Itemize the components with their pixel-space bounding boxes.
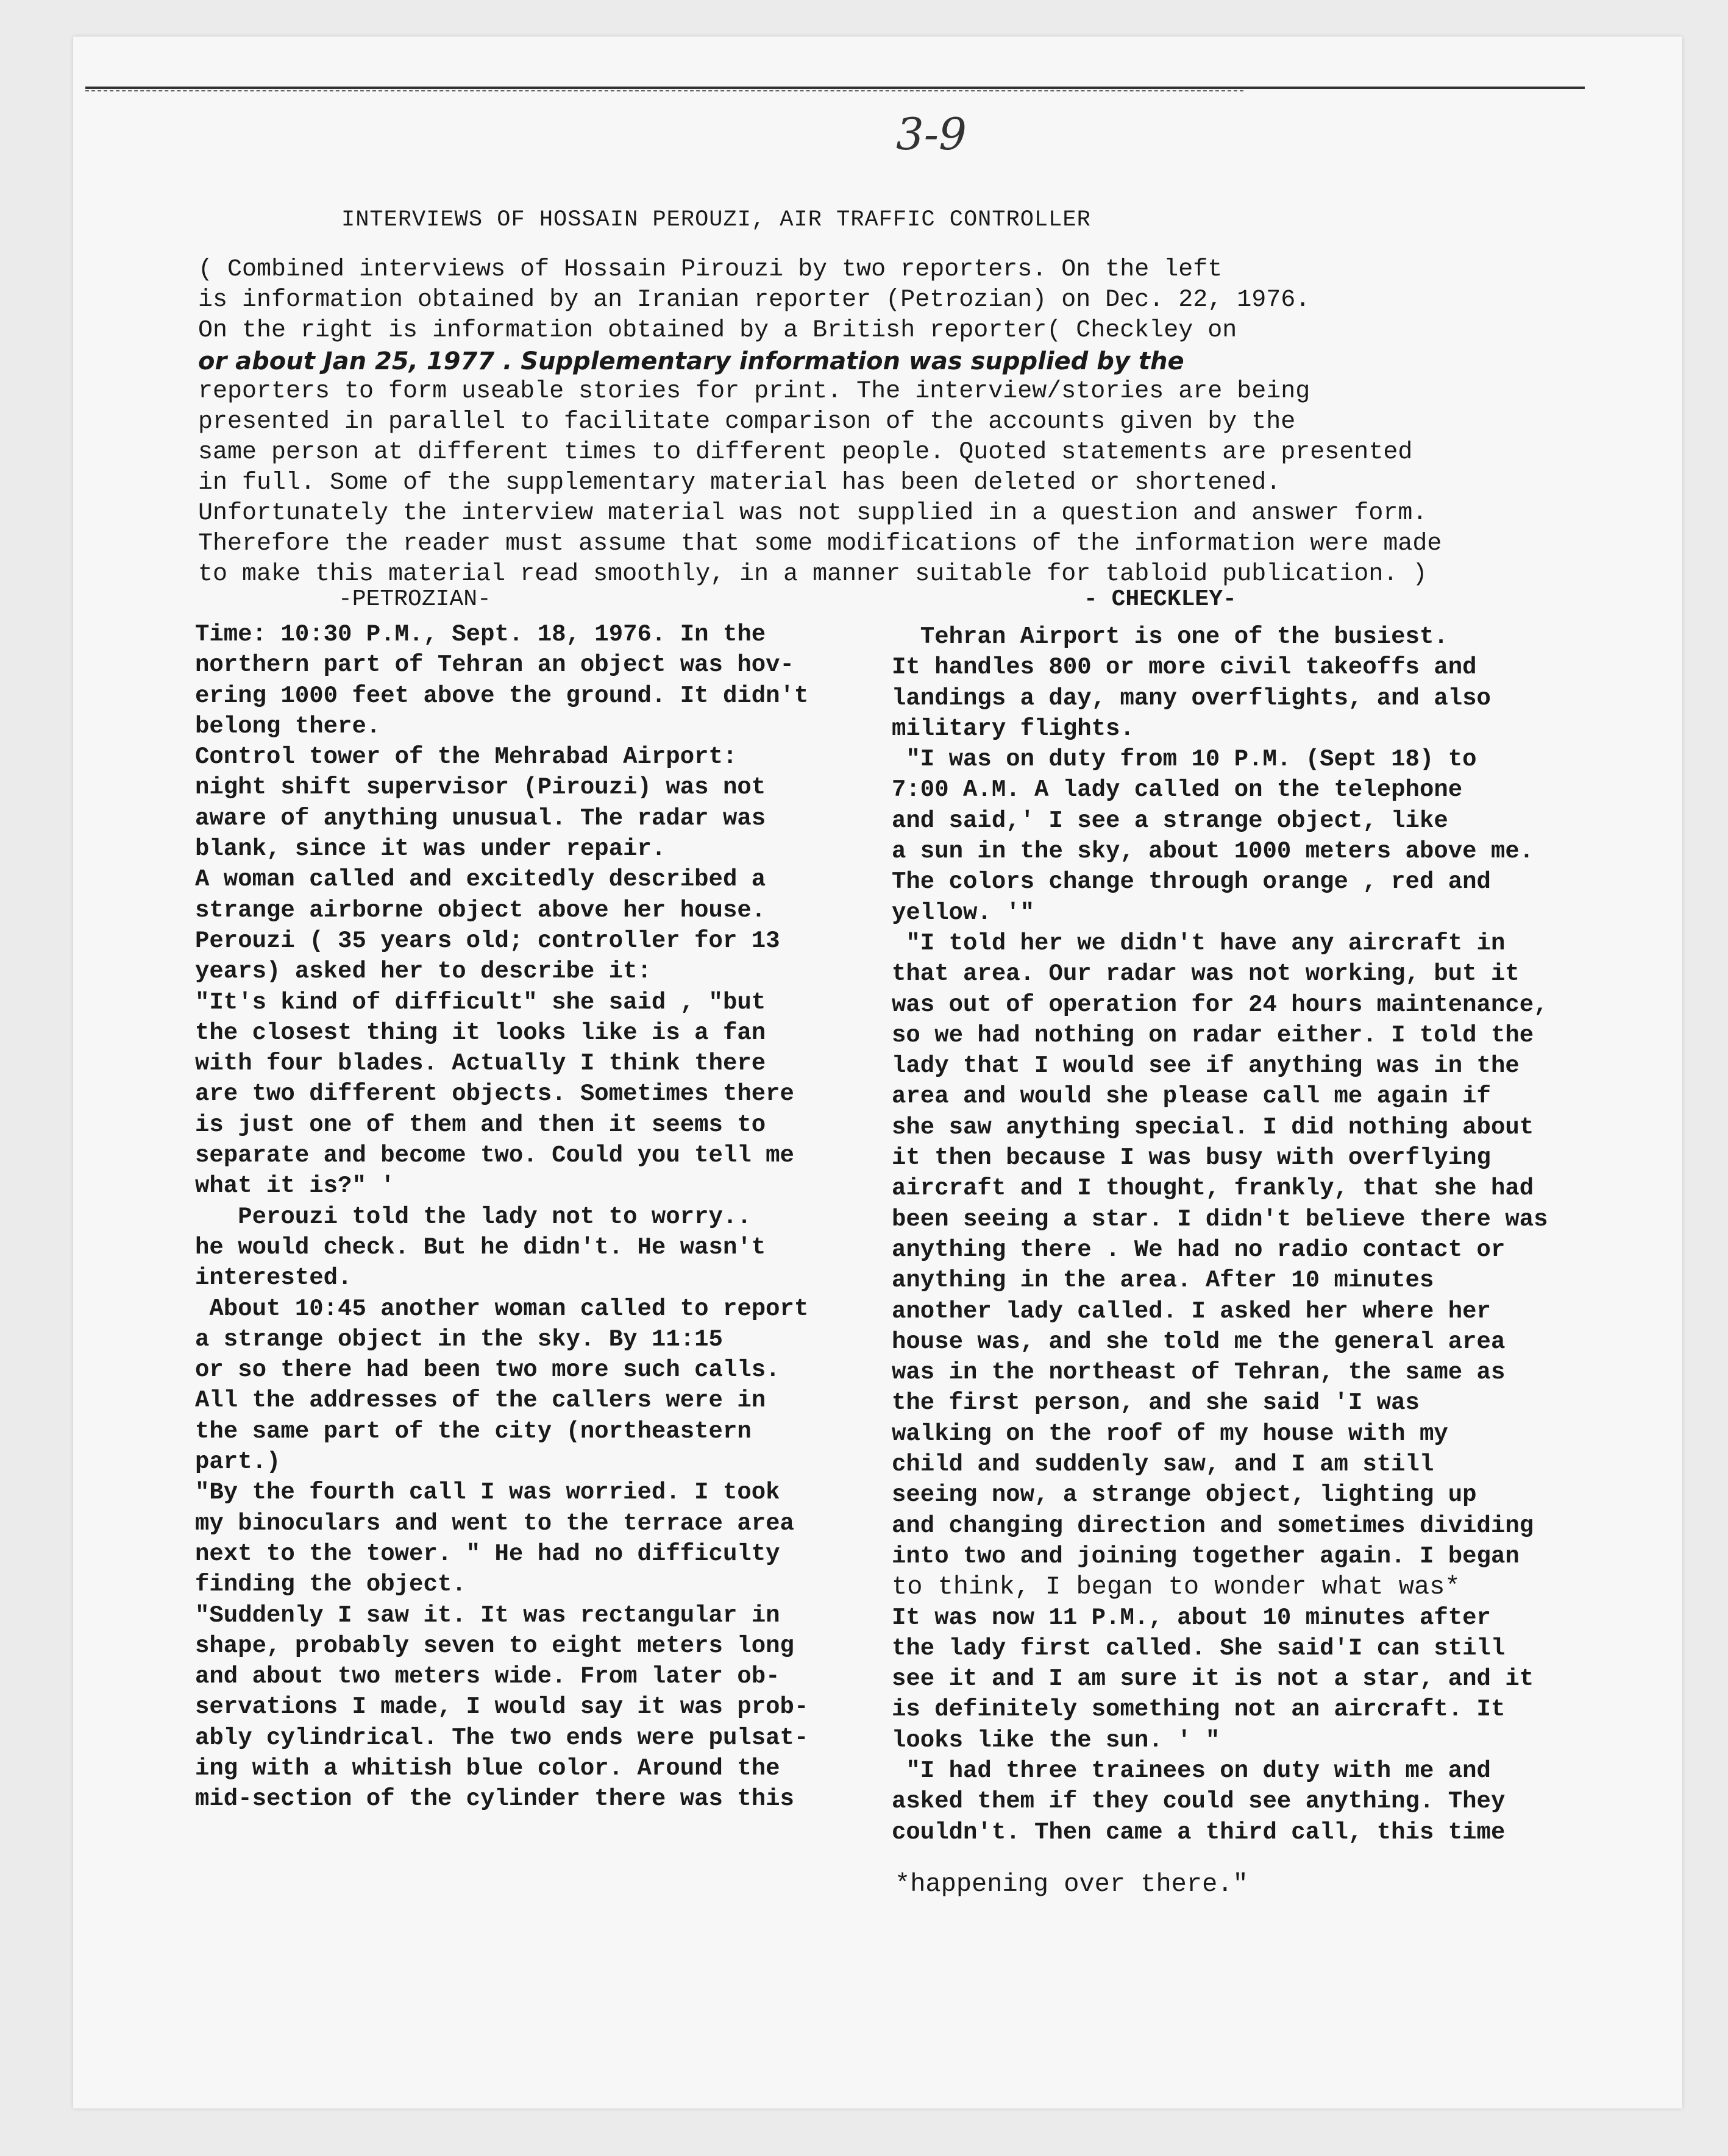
- intro-line: is information obtained by an Iranian reporter (Petrozian) on Dec. 22, 1976.: [198, 286, 1310, 314]
- left-line: night shift supervisor (Pirouzi) was not: [195, 774, 766, 801]
- right-line: seeing now, a strange object, lighting up: [892, 1481, 1477, 1509]
- intro-line: or about Jan 25, 1977 . Supplementary information was supplied by the: [198, 347, 1184, 375]
- right-line: been seeing a star. I didn't believe there was: [892, 1205, 1548, 1233]
- left-line: finding the object.: [195, 1571, 466, 1598]
- left-line: belong there.: [195, 712, 381, 740]
- left-line: northern part of Tehran an object was hov-: [195, 651, 794, 679]
- left-line: aware of anything unusual. The radar was: [195, 804, 766, 832]
- right-line: yellow. '": [892, 899, 1035, 926]
- left-line: interested.: [195, 1264, 352, 1292]
- right-line: see it and I am sure it is not a star, and it: [892, 1665, 1534, 1693]
- right-line: the first person, and she said 'I was: [892, 1389, 1420, 1417]
- right-line: asked them if they could see anything. They: [892, 1788, 1506, 1815]
- right-line: to think, I began to wonder what was*: [892, 1572, 1460, 1602]
- right-line: It handles 800 or more civil takeoffs and: [892, 654, 1477, 681]
- left-line: what it is?" ': [195, 1172, 395, 1200]
- left-line: strange airborne object above her house.: [195, 896, 766, 924]
- left-line: Perouzi ( 35 years old; controller for 13: [195, 927, 780, 954]
- right-line: It was now 11 P.M., about 10 minutes after: [892, 1604, 1491, 1631]
- right-line: the lady first called. She said'I can still: [892, 1634, 1506, 1662]
- left-line: All the addresses of the callers were in: [195, 1387, 766, 1414]
- right-line: looks like the sun. ' ": [892, 1726, 1220, 1754]
- intro-line: ( Combined interviews of Hossain Pirouzi by two reporters. On the left: [198, 256, 1223, 283]
- left-line: part.): [195, 1449, 281, 1476]
- left-column-text: [195, 619, 808, 1815]
- right-line: and said,' I see a strange object, like: [892, 807, 1448, 834]
- left-line: is just one of them and then it seems to: [195, 1111, 766, 1138]
- left-line: A woman called and excitedly described a: [195, 866, 766, 893]
- left-line: years) asked her to describe it:: [195, 958, 652, 985]
- right-line: "I had three trainees on duty with me and: [892, 1757, 1491, 1784]
- left-line: my binoculars and went to the terrace area: [195, 1509, 794, 1537]
- left-line: separate and become two. Could you tell me: [195, 1142, 794, 1169]
- left-line: he would check. But he didn't. He wasn't: [195, 1233, 766, 1261]
- left-line: ing with a whitish blue color. Around the: [195, 1754, 780, 1782]
- left-line: ering 1000 feet above the ground. It didn't: [195, 682, 809, 709]
- left-line: About 10:45 another woman called to report: [195, 1295, 809, 1322]
- top-rule: [85, 87, 1585, 89]
- intro-line: Unfortunately the interview material was not supplied in a question and answer form.: [198, 500, 1428, 527]
- left-line: Time: 10:30 P.M., Sept. 18, 1976. In the: [195, 621, 766, 648]
- right-line: anything in the area. After 10 minutes: [892, 1267, 1434, 1294]
- intro-line: On the right is information obtained by a British reporter( Checkley on: [198, 317, 1237, 344]
- right-line: 7:00 A.M. A lady called on the telephone: [892, 776, 1463, 804]
- right-line: it then because I was busy with overflying: [892, 1144, 1491, 1172]
- intro-line: Therefore the reader must assume that some modifications of the information were made: [198, 530, 1442, 558]
- handwritten-page-number: 3-9: [896, 108, 967, 160]
- right-line: walking on the roof of my house with my: [892, 1420, 1448, 1447]
- left-line: a strange object in the sky. By 11:15: [195, 1325, 723, 1353]
- left-line: are two different objects. Sometimes there: [195, 1080, 794, 1108]
- right-line: child and suddenly saw, and I am still: [892, 1451, 1434, 1478]
- left-line: "Suddenly I saw it. It was rectangular in: [195, 1601, 780, 1629]
- right-line: Tehran Airport is one of the busiest.: [892, 623, 1448, 650]
- left-line: blank, since it was under repair.: [195, 835, 666, 863]
- right-line: was out of operation for 24 hours maintenance,: [892, 991, 1548, 1018]
- left-line: and about two meters wide. From later ob-: [195, 1663, 780, 1690]
- right-line: another lady called. I asked her where her: [892, 1297, 1491, 1325]
- right-line: The colors change through orange , red and: [892, 868, 1491, 896]
- intro-line: in full. Some of the supplementary material has been deleted or shortened.: [198, 469, 1281, 497]
- right-line: couldn't. Then came a third call, this time: [892, 1818, 1506, 1846]
- left-line: mid-section of the cylinder there was this: [195, 1785, 794, 1813]
- left-line: shape, probably seven to eight meters long: [195, 1632, 794, 1659]
- intro-line: same person at different times to different people. Quoted statements are presented: [198, 439, 1413, 466]
- right-column-heading: - CHECKLEY-: [1084, 586, 1237, 612]
- right-line: "I told her we didn't have any aircraft in: [892, 929, 1506, 957]
- right-line: anything there . We had no radio contact or: [892, 1236, 1506, 1263]
- document-title: INTERVIEWS OF HOSSAIN PEROUZI, AIR TRAFFIC CONTROLLER: [341, 207, 1091, 233]
- left-line: "By the fourth call I was worried. I took: [195, 1479, 780, 1506]
- left-line: ably cylindrical. The two ends were pulsat-: [195, 1724, 809, 1751]
- right-line: that area. Our radar was not working, but it: [892, 960, 1520, 988]
- right-line: and changing direction and sometimes dividing: [892, 1512, 1534, 1539]
- right-line: house was, and she told me the general area: [892, 1328, 1506, 1355]
- left-line: "It's kind of difficult" she said , "but: [195, 988, 766, 1016]
- left-line: the closest thing it looks like is a fan: [195, 1019, 766, 1046]
- left-line: Control tower of the Mehrabad Airport:: [195, 743, 738, 771]
- top-rule-dashed: [85, 90, 1243, 91]
- footnote: *happening over there.": [895, 1870, 1248, 1899]
- right-line: landings a day, many overflights, and also: [892, 684, 1491, 712]
- right-line: is definitely something not an aircraft. It: [892, 1696, 1506, 1723]
- left-column-heading: -PETROZIAN-: [338, 586, 491, 612]
- right-column-text: [892, 622, 1548, 1848]
- left-line: servations I made, I would say it was prob-: [195, 1693, 809, 1721]
- right-line: was in the northeast of Tehran, the same as: [892, 1359, 1506, 1386]
- left-line: with four blades. Actually I think there: [195, 1050, 766, 1077]
- left-line: Perouzi told the lady not to worry..: [195, 1203, 752, 1230]
- right-line: area and would she please call me again if: [892, 1083, 1491, 1110]
- left-line: the same part of the city (northeastern: [195, 1417, 752, 1445]
- right-line: aircraft and I thought, frankly, that she had: [892, 1175, 1534, 1202]
- intro-paragraph: [198, 255, 1442, 590]
- left-line: next to the tower. " He had no difficulty: [195, 1540, 780, 1567]
- right-line: a sun in the sky, about 1000 meters above me.: [892, 838, 1534, 865]
- left-line: or so there had been two more such calls.: [195, 1356, 780, 1384]
- right-line: so we had nothing on radar either. I told the: [892, 1021, 1534, 1049]
- intro-line: to make this material read smoothly, in a manner suitable for tabloid publication. ): [198, 561, 1428, 588]
- right-line: she saw anything special. I did nothing about: [892, 1113, 1534, 1141]
- intro-line: reporters to form useable stories for print. The interview/stories are being: [198, 378, 1310, 405]
- right-line: into two and joining together again. I began: [892, 1542, 1520, 1570]
- intro-line: presented in parallel to facilitate comparison of the accounts given by the: [198, 408, 1296, 436]
- right-line: lady that I would see if anything was in the: [892, 1052, 1520, 1080]
- right-line: "I was on duty from 10 P.M. (Sept 18) to: [892, 746, 1477, 773]
- right-line: military flights.: [892, 715, 1134, 742]
